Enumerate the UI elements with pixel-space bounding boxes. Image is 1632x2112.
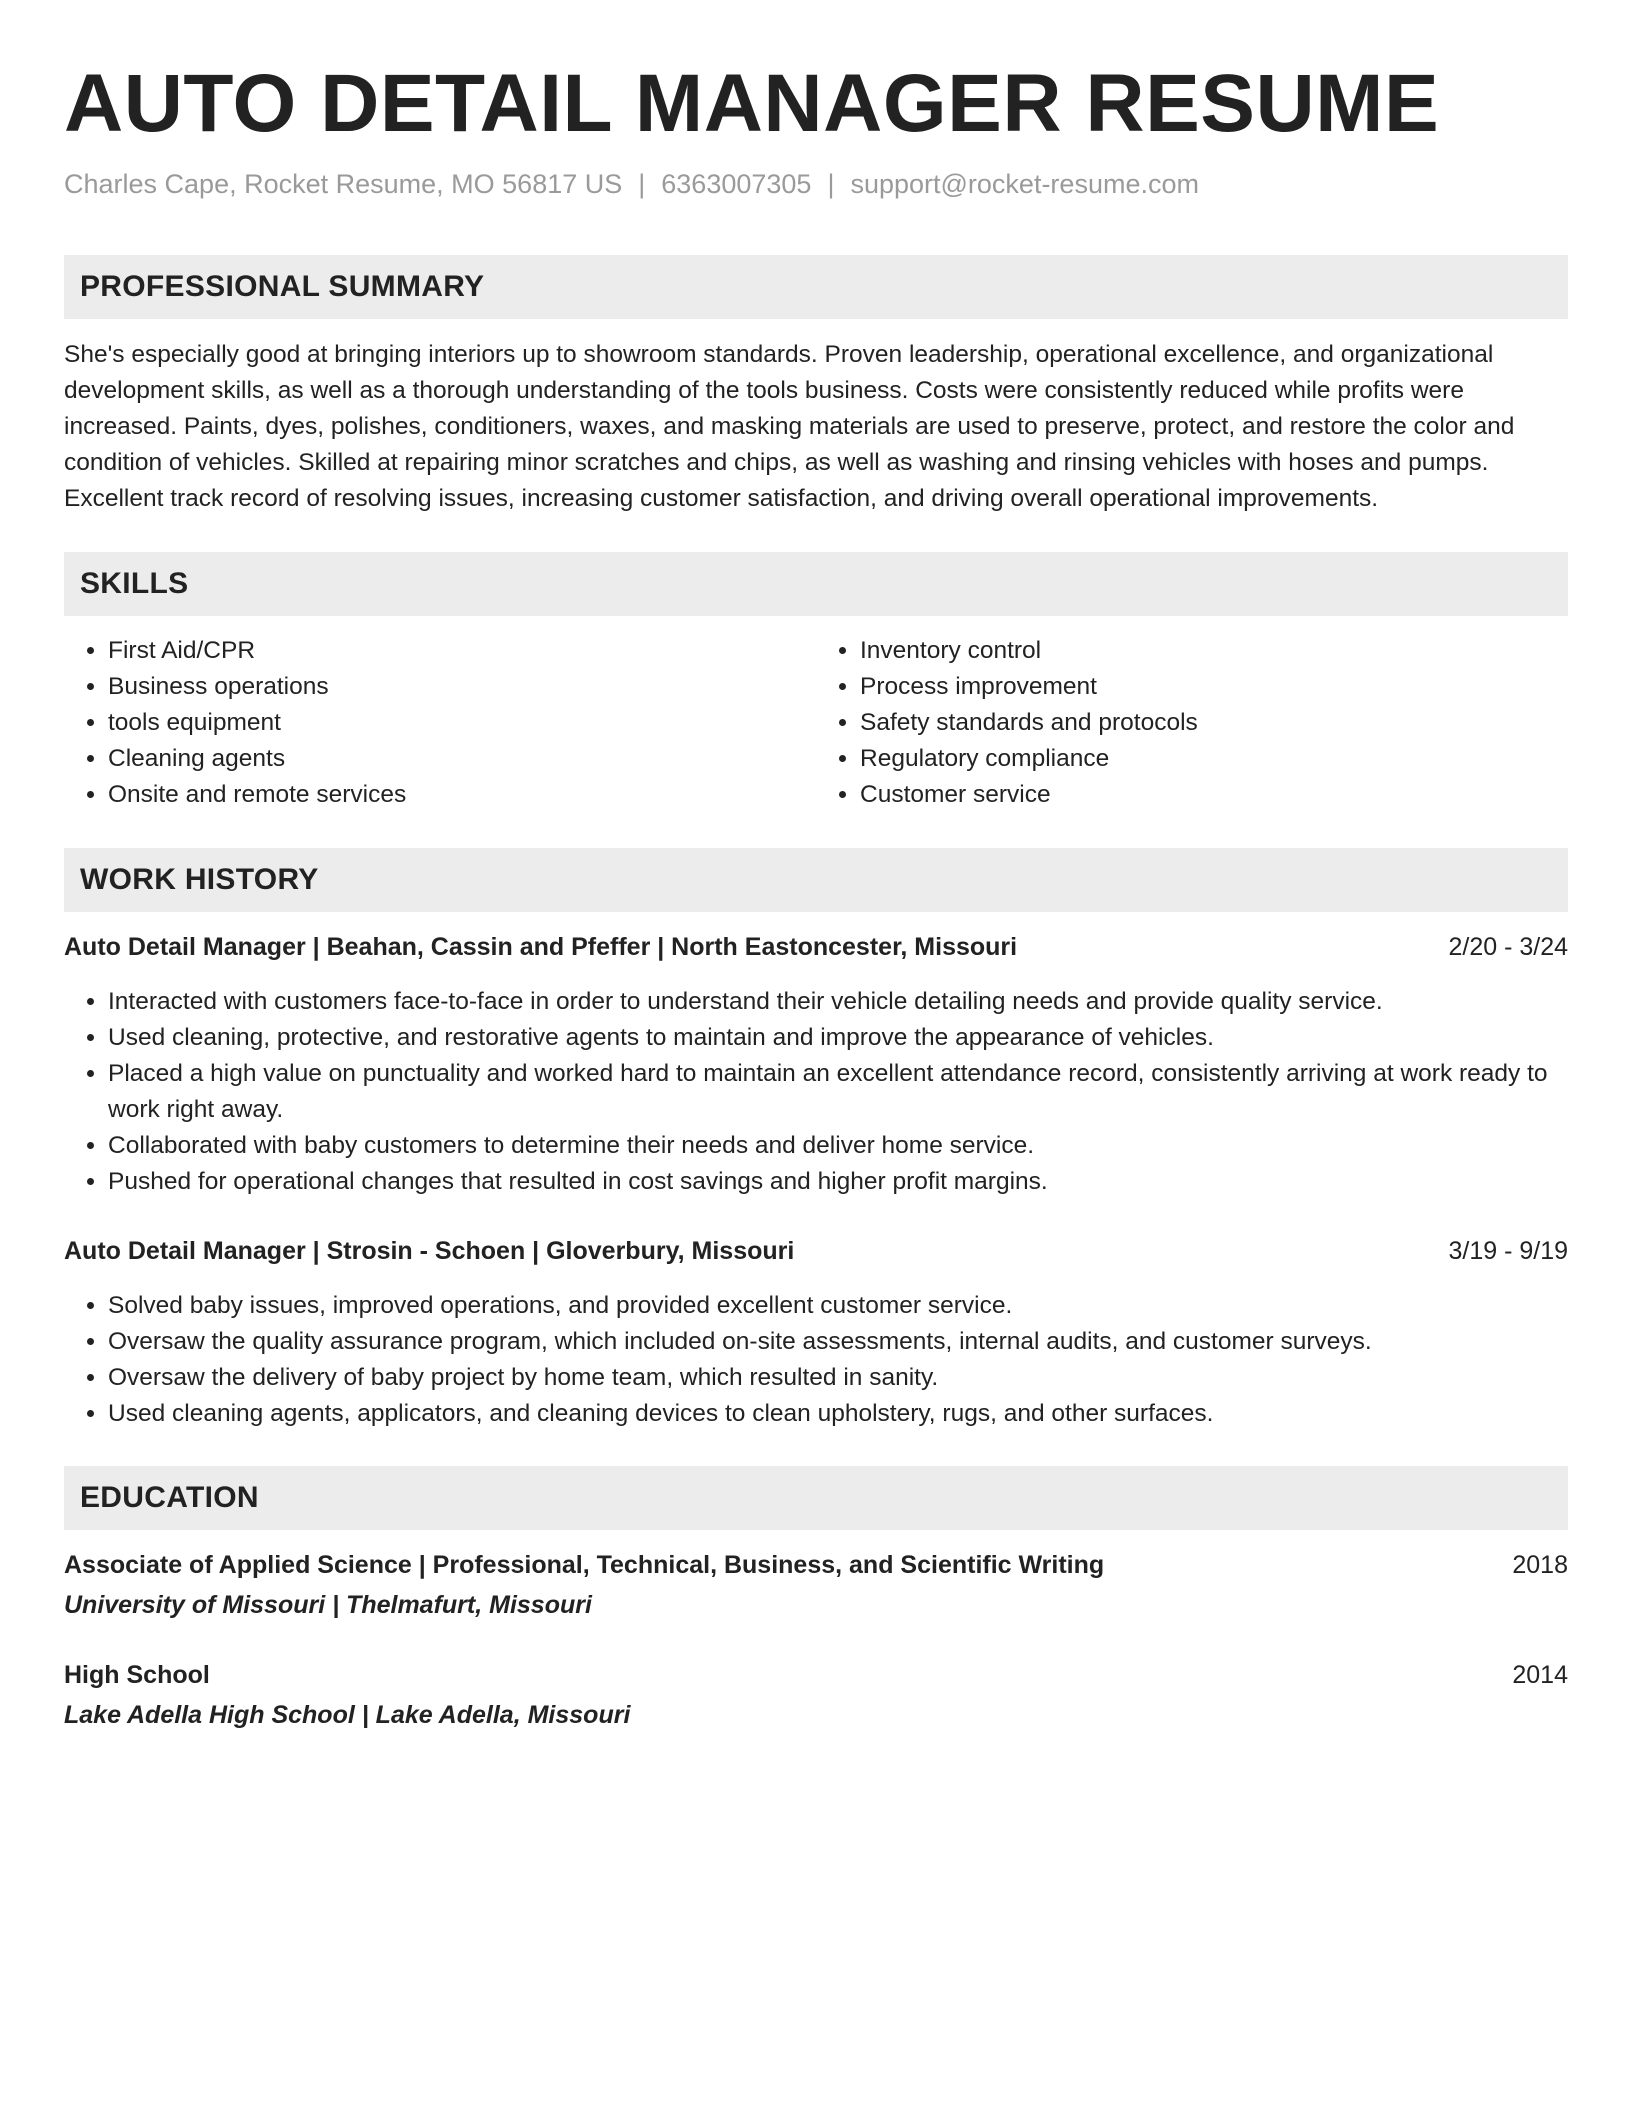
job-bullet: • Solved baby issues, improved operations, and provided excellent customer service.	[108, 1288, 1568, 1324]
job-dates: 2/20 - 3/24	[1448, 933, 1568, 961]
education-year: 2014	[1512, 1661, 1568, 1689]
skill-item: • tools equipment	[108, 705, 816, 741]
job-header	[64, 929, 1568, 965]
skill-item: • Regulatory compliance	[860, 741, 1568, 777]
skills-grid	[64, 633, 1568, 813]
contact-phone: 6363007305	[661, 169, 812, 199]
education-school: University of Missouri | Thelmafurt, Missouri	[64, 1591, 592, 1619]
skill-item: • Inventory control	[860, 633, 1568, 669]
skill-item: • Safety standards and protocols	[860, 705, 1568, 741]
contact-address: Charles Cape, Rocket Resume, MO 56817 US	[64, 169, 623, 199]
skills-heading: SKILLS	[64, 552, 1568, 616]
summary-text: She's especially good at bringing interiors up to showroom standards. Proven leadership, operational excellence, and organizational development skills, as well as a thorough understanding of the tools business. Costs were consistently reduced while profits were increased. Paints, dyes, polishes, conditioners, waxes, and masking materials are used to preserve, protect, and restore the color and condition of vehicles. Skilled at repairing minor scratches and chips, as well as washing and rinsing vehicles with hoses and pumps. Excellent track record of resolving issues, increasing customer satisfaction, and driving overall operational improvements.	[64, 341, 1515, 512]
job-bullet: • Oversaw the quality assurance program, which included on-site assessments, internal audits, and customer surveys.	[108, 1324, 1568, 1360]
skill-item: • Onsite and remote services	[108, 777, 816, 813]
job-bullet: • Used cleaning, protective, and restorative agents to maintain and improve the appearance of vehicles.	[108, 1020, 1568, 1056]
education-year: 2018	[1512, 1551, 1568, 1579]
education-entry-header	[64, 1657, 1568, 1693]
job-bullets	[64, 984, 1568, 1200]
job-bullet: • Collaborated with baby customers to determine their needs and deliver home service.	[108, 1128, 1568, 1164]
education-entry-header	[64, 1547, 1568, 1583]
education-heading: EDUCATION	[64, 1466, 1568, 1530]
job-title: Auto Detail Manager | Beahan, Cassin and Pfeffer | North Eastoncester, Missouri	[64, 933, 1018, 961]
contact-email: support@rocket-resume.com	[850, 169, 1199, 199]
education-degree: High School	[64, 1661, 210, 1689]
job-bullets	[64, 1288, 1568, 1432]
skill-item: • Cleaning agents	[108, 741, 816, 777]
job-bullet: • Oversaw the delivery of baby project by home team, which resulted in sanity.	[108, 1360, 1568, 1396]
education-school: Lake Adella High School | Lake Adella, Missouri	[64, 1701, 631, 1729]
job-title: Auto Detail Manager | Strosin - Schoen | Gloverbury, Missouri	[64, 1237, 795, 1265]
job-bullet: • Placed a high value on punctuality and worked hard to maintain an excellent attendance record, consistently arriving at work ready to work right away.	[108, 1056, 1568, 1128]
contact-line	[64, 166, 1568, 202]
job-bullet: • Interacted with customers face-to-face in order to understand their vehicle detailing needs and provide quality service.	[108, 984, 1568, 1020]
job-header	[64, 1233, 1568, 1269]
job-bullet: • Pushed for operational changes that resulted in cost savings and higher profit margins.	[108, 1164, 1568, 1200]
skill-item: • Business operations	[108, 669, 816, 705]
job-bullet: • Used cleaning agents, applicators, and cleaning devices to clean upholstery, rugs, and other surfaces.	[108, 1396, 1568, 1432]
resume-title: AUTO DETAIL MANAGER RESUME	[64, 58, 1440, 149]
contact-separator: |	[827, 169, 835, 199]
skills-list-right	[816, 633, 1568, 813]
skill-item: • First Aid/CPR	[108, 633, 816, 669]
job-dates: 3/19 - 9/19	[1448, 1237, 1568, 1265]
summary-heading: PROFESSIONAL SUMMARY	[64, 255, 1568, 319]
contact-separator: |	[638, 169, 646, 199]
skill-item: • Customer service	[860, 777, 1568, 813]
skills-list-left	[64, 633, 816, 813]
education-degree: Associate of Applied Science | Professional, Technical, Business, and Scientific Writing	[64, 1551, 1105, 1579]
work-history-heading: WORK HISTORY	[64, 848, 1568, 912]
skill-item: • Process improvement	[860, 669, 1568, 705]
